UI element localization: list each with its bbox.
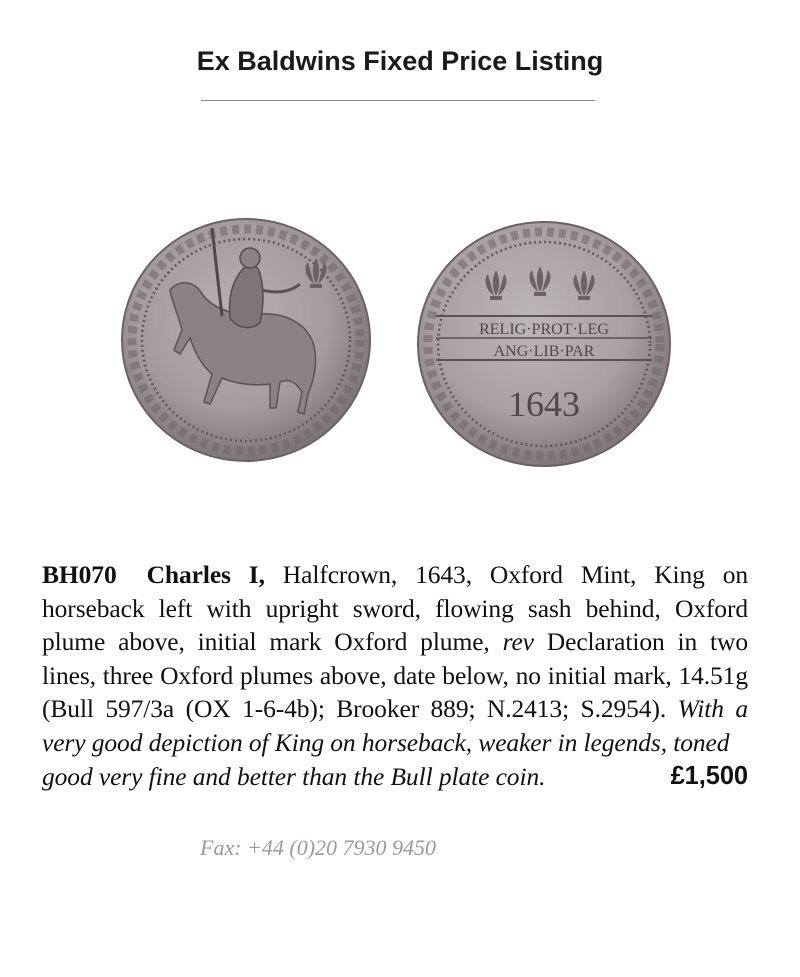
ruler-name: Charles I, [146, 560, 265, 589]
rev-label: rev [502, 627, 534, 657]
comment-price-line [42, 760, 748, 794]
title-divider [201, 100, 595, 101]
lot-number: BH070 [42, 560, 117, 589]
condition-comment: With a very good depiction of King on horseback, weaker in legends, toned [42, 694, 748, 757]
description-obverse: Halfcrown, 1643, Oxford Mint, King on horseback left with upright sword, flowing sash behind, Oxford plume above, initial mark Oxford plume, [42, 560, 748, 657]
coin-image [118, 198, 678, 498]
reverse-legend-line1: RELIG·PROT·LEG [479, 321, 609, 338]
coin-reverse [418, 222, 670, 466]
listing-description [42, 558, 748, 793]
reverse-legend-line2: ANG·LIB·PAR [493, 343, 595, 360]
listing-title: Ex Baldwins Fixed Price Listing [196, 46, 604, 76]
price: £1,500 [670, 761, 748, 790]
fax-number: Fax: +44 (0)20 7930 9450 [200, 835, 437, 860]
condition-comment-end: good very fine and better than the Bull plate coin. [42, 761, 546, 791]
coin-obverse [122, 219, 370, 461]
reverse-date: 1643 [508, 384, 580, 424]
description-reverse: Declaration in two lines, three Oxford plumes above, date below, no initial mark, 14.51g (Bull 597/3a (OX 1-6-4b); Brooker 889; N.2413; S.2954). [42, 627, 748, 724]
